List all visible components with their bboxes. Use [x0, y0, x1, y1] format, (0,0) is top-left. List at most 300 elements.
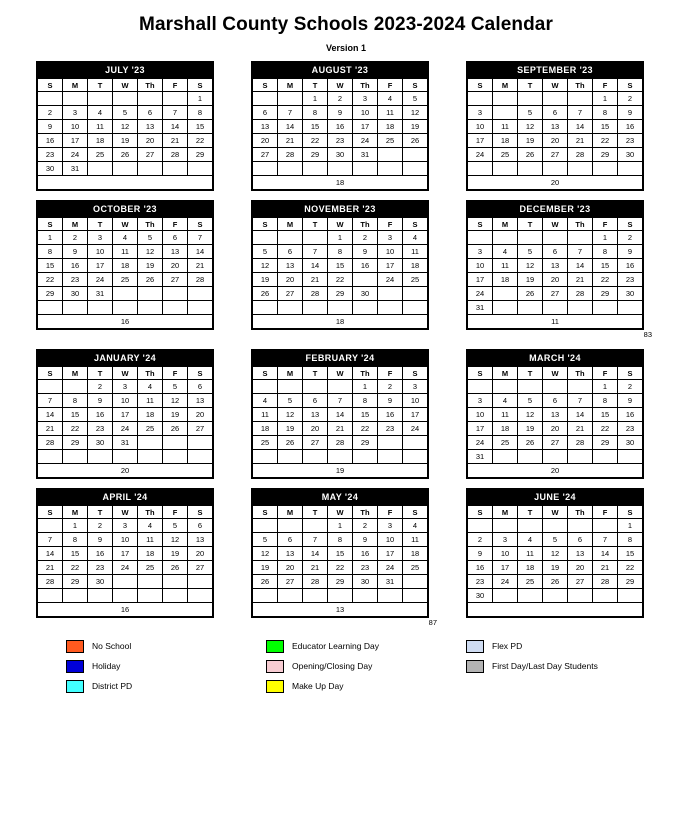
- week-row: [253, 380, 428, 394]
- day-cell: 24: [378, 561, 403, 575]
- day-cell: 23: [38, 148, 63, 162]
- month-cell: [251, 349, 441, 479]
- blank-cell: [163, 450, 188, 464]
- day-cell: 30: [618, 436, 643, 450]
- blank-cell: [63, 450, 88, 464]
- day-cell: 31: [63, 162, 88, 176]
- weekday-th-4: Th: [353, 218, 378, 231]
- day-cell: 11: [493, 259, 518, 273]
- day-cell: 22: [63, 561, 88, 575]
- month-table: [37, 78, 213, 190]
- day-cell: 30: [88, 575, 113, 589]
- day-cell: 25: [378, 134, 403, 148]
- week-row: [253, 533, 428, 547]
- weekday-th-4: Th: [353, 79, 378, 92]
- weekday-t-2: T: [88, 79, 113, 92]
- day-cell: 30: [618, 148, 643, 162]
- day-cell: 15: [303, 120, 328, 134]
- weekday-s-6: S: [618, 506, 643, 519]
- weekday-w-3: W: [543, 506, 568, 519]
- empty-cell: [278, 231, 303, 245]
- day-cell: 11: [113, 245, 138, 259]
- weekday-s-6: S: [403, 218, 428, 231]
- week-row: [253, 408, 428, 422]
- month-header: OCTOBER '23: [37, 201, 213, 217]
- day-cell: 20: [188, 408, 213, 422]
- day-cell: 28: [188, 273, 213, 287]
- day-cell: 25: [113, 273, 138, 287]
- weekday-s-0: S: [38, 218, 63, 231]
- day-cell: 6: [278, 533, 303, 547]
- day-cell: 4: [493, 394, 518, 408]
- legend-label: Holiday: [92, 661, 121, 671]
- day-cell: 22: [38, 273, 63, 287]
- day-cell: 1: [188, 92, 213, 106]
- day-cell: 21: [303, 561, 328, 575]
- day-cell: 8: [38, 245, 63, 259]
- empty-cell: [593, 450, 618, 464]
- day-cell: 22: [593, 422, 618, 436]
- day-cell: 21: [303, 273, 328, 287]
- empty-cell: [253, 92, 278, 106]
- week-row: [38, 519, 213, 533]
- blank-cell: [38, 450, 63, 464]
- empty-cell: [543, 301, 568, 315]
- day-cell: 1: [63, 519, 88, 533]
- day-cell: 11: [493, 120, 518, 134]
- blank-cell: [113, 589, 138, 603]
- day-cell: 13: [253, 120, 278, 134]
- day-cell: 21: [188, 259, 213, 273]
- month-day-total: 20: [38, 464, 213, 478]
- day-cell: 22: [618, 561, 643, 575]
- empty-cell: [188, 436, 213, 450]
- day-cell: 26: [518, 287, 543, 301]
- month-header: MAY '24: [252, 489, 428, 505]
- weekday-f-5: F: [378, 79, 403, 92]
- weekday-th-4: Th: [138, 79, 163, 92]
- week-row: [253, 259, 428, 273]
- month-october-23: [36, 200, 214, 330]
- month-december-23: [466, 200, 644, 330]
- day-cell: 2: [353, 519, 378, 533]
- day-cell: 29: [353, 436, 378, 450]
- empty-cell: [113, 162, 138, 176]
- empty-cell: [593, 301, 618, 315]
- month-cell: [466, 200, 656, 340]
- empty-cell: [403, 287, 428, 301]
- week-row: [38, 245, 213, 259]
- week-row: [253, 273, 428, 287]
- blank-cell: [188, 589, 213, 603]
- day-cell: 18: [493, 273, 518, 287]
- day-cell: 1: [618, 519, 643, 533]
- weekday-f-5: F: [378, 218, 403, 231]
- blank-cell: [88, 450, 113, 464]
- day-cell: 20: [303, 422, 328, 436]
- legend-label: Opening/Closing Day: [292, 661, 373, 671]
- day-cell: 12: [163, 394, 188, 408]
- weekday-t-2: T: [88, 218, 113, 231]
- weekday-w-3: W: [543, 79, 568, 92]
- weekday-header-row: [253, 367, 428, 380]
- day-cell: 30: [88, 436, 113, 450]
- weekday-m-1: M: [493, 506, 518, 519]
- weekday-s-0: S: [253, 506, 278, 519]
- weekday-th-4: Th: [568, 367, 593, 380]
- day-cell: 25: [138, 422, 163, 436]
- legend-item-educator-learning-day: [266, 640, 466, 653]
- legend-swatch-icon: [66, 660, 84, 673]
- day-cell: 27: [278, 287, 303, 301]
- month-august-23: [251, 61, 429, 191]
- empty-cell: [113, 92, 138, 106]
- day-cell: 24: [468, 436, 493, 450]
- weekday-th-4: Th: [353, 367, 378, 380]
- day-cell: 31: [88, 287, 113, 301]
- month-march-24: [466, 349, 644, 479]
- day-cell: 4: [403, 519, 428, 533]
- day-cell: 21: [163, 134, 188, 148]
- day-cell: 17: [493, 561, 518, 575]
- day-cell: 3: [468, 394, 493, 408]
- day-cell: 8: [63, 394, 88, 408]
- legend-item-district-pd: [66, 680, 266, 693]
- day-cell: 15: [328, 547, 353, 561]
- day-cell: 30: [353, 287, 378, 301]
- week-row: [468, 519, 643, 533]
- month-header: JANUARY '24: [37, 350, 213, 366]
- day-cell: 28: [568, 148, 593, 162]
- day-cell: 18: [138, 547, 163, 561]
- empty-cell: [138, 436, 163, 450]
- day-cell: 24: [468, 287, 493, 301]
- day-cell: 28: [303, 287, 328, 301]
- day-cell: 8: [593, 106, 618, 120]
- empty-cell: [403, 148, 428, 162]
- empty-cell: [618, 450, 643, 464]
- blank-cell: [63, 589, 88, 603]
- day-cell: 24: [403, 422, 428, 436]
- month-january-24: [36, 349, 214, 479]
- month-cell: [251, 488, 441, 628]
- weekday-th-4: Th: [138, 218, 163, 231]
- month-cell: [36, 488, 226, 628]
- weekday-t-2: T: [518, 506, 543, 519]
- month-table: [252, 217, 428, 329]
- week-row: [468, 120, 643, 134]
- day-cell: 10: [353, 106, 378, 120]
- day-cell: 2: [88, 519, 113, 533]
- month-table: [252, 366, 428, 478]
- day-cell: 2: [618, 380, 643, 394]
- day-cell: 7: [163, 106, 188, 120]
- day-cell: 11: [253, 408, 278, 422]
- empty-cell: [468, 380, 493, 394]
- weekday-m-1: M: [493, 218, 518, 231]
- day-cell: 19: [138, 259, 163, 273]
- day-cell: 22: [328, 273, 353, 287]
- day-cell: 19: [518, 273, 543, 287]
- day-cell: 30: [618, 287, 643, 301]
- day-cell: 3: [63, 106, 88, 120]
- day-cell: 31: [113, 436, 138, 450]
- weekday-s-6: S: [403, 506, 428, 519]
- day-cell: 17: [468, 134, 493, 148]
- day-cell: 20: [543, 273, 568, 287]
- day-cell: 23: [88, 422, 113, 436]
- day-cell: 28: [163, 148, 188, 162]
- day-cell: 1: [328, 519, 353, 533]
- blank-cell: [493, 162, 518, 176]
- day-cell: 18: [88, 134, 113, 148]
- day-cell: 20: [188, 547, 213, 561]
- day-cell: 14: [163, 120, 188, 134]
- weekday-f-5: F: [163, 218, 188, 231]
- day-cell: 26: [253, 287, 278, 301]
- day-cell: 23: [63, 273, 88, 287]
- blank-cell: [278, 301, 303, 315]
- week-row: [468, 273, 643, 287]
- day-cell: 23: [618, 134, 643, 148]
- day-cell: 17: [63, 134, 88, 148]
- day-cell: 24: [378, 273, 403, 287]
- total-row: [468, 315, 643, 329]
- month-header: JUNE '24: [467, 489, 643, 505]
- day-cell: 25: [493, 287, 518, 301]
- blank-cell: [378, 301, 403, 315]
- day-cell: 18: [493, 134, 518, 148]
- day-cell: 21: [278, 134, 303, 148]
- day-cell: 11: [378, 106, 403, 120]
- day-cell: 20: [543, 134, 568, 148]
- day-cell: 1: [303, 92, 328, 106]
- month-table: [467, 217, 643, 329]
- month-table: [37, 505, 213, 617]
- day-cell: 13: [188, 533, 213, 547]
- day-cell: 6: [543, 394, 568, 408]
- weekday-s-0: S: [253, 218, 278, 231]
- week-row: [468, 436, 643, 450]
- week-row: [38, 422, 213, 436]
- empty-cell: [253, 519, 278, 533]
- day-cell: 12: [163, 533, 188, 547]
- day-cell: 22: [63, 422, 88, 436]
- blank-cell: [378, 589, 403, 603]
- total-row: [253, 603, 428, 617]
- day-cell: 24: [63, 148, 88, 162]
- weekday-header-row: [468, 367, 643, 380]
- day-cell: 1: [63, 380, 88, 394]
- day-cell: 20: [138, 134, 163, 148]
- empty-cell: [493, 231, 518, 245]
- blank-cell: [253, 162, 278, 176]
- month-day-total: 20: [468, 464, 643, 478]
- month-february-24: [251, 349, 429, 479]
- day-cell: 5: [253, 533, 278, 547]
- weekday-w-3: W: [113, 367, 138, 380]
- day-cell: 31: [468, 450, 493, 464]
- day-cell: 28: [328, 436, 353, 450]
- weekday-header-row: [468, 218, 643, 231]
- blank-cell: [543, 162, 568, 176]
- month-cell: [36, 349, 226, 479]
- week-row: [468, 533, 643, 547]
- day-cell: 9: [38, 120, 63, 134]
- day-cell: 16: [618, 259, 643, 273]
- month-day-total: 18: [253, 176, 428, 190]
- blank-cell: [378, 162, 403, 176]
- cumulative-total-june: 87: [428, 618, 437, 627]
- day-cell: 21: [568, 273, 593, 287]
- week-row: [38, 561, 213, 575]
- empty-cell: [568, 231, 593, 245]
- week-row: [468, 245, 643, 259]
- week-row: [38, 162, 213, 176]
- legend-label: Educator Learning Day: [292, 641, 379, 651]
- day-cell: 3: [468, 106, 493, 120]
- weekday-m-1: M: [63, 79, 88, 92]
- day-cell: 11: [138, 533, 163, 547]
- day-cell: 14: [278, 120, 303, 134]
- day-cell: 31: [468, 301, 493, 315]
- weekday-t-2: T: [303, 506, 328, 519]
- day-cell: 23: [328, 134, 353, 148]
- day-cell: 17: [88, 259, 113, 273]
- week-row: [38, 287, 213, 301]
- version-label: Version 1: [325, 43, 367, 53]
- day-cell: 13: [303, 408, 328, 422]
- day-cell: 15: [63, 408, 88, 422]
- day-cell: 9: [618, 394, 643, 408]
- empty-cell: [378, 148, 403, 162]
- empty-cell: [303, 519, 328, 533]
- day-cell: 30: [38, 162, 63, 176]
- month-day-total: 20: [468, 176, 643, 190]
- day-cell: 12: [253, 259, 278, 273]
- empty-cell: [163, 287, 188, 301]
- month-table: [252, 78, 428, 190]
- month-header: AUGUST '23: [252, 62, 428, 78]
- blank-cell: [403, 162, 428, 176]
- week-row: [468, 575, 643, 589]
- day-cell: 17: [378, 259, 403, 273]
- day-cell: 15: [353, 408, 378, 422]
- empty-cell: [378, 287, 403, 301]
- day-cell: 15: [38, 259, 63, 273]
- weekday-header-row: [253, 506, 428, 519]
- empty-cell: [328, 380, 353, 394]
- month-day-total: 13: [253, 603, 428, 617]
- day-cell: 27: [543, 287, 568, 301]
- day-cell: 18: [403, 259, 428, 273]
- day-cell: 23: [618, 422, 643, 436]
- day-cell: 18: [518, 561, 543, 575]
- day-cell: 12: [113, 120, 138, 134]
- day-cell: 22: [188, 134, 213, 148]
- day-cell: 10: [468, 120, 493, 134]
- day-cell: 4: [113, 231, 138, 245]
- blank-cell: [278, 450, 303, 464]
- empty-cell: [403, 436, 428, 450]
- day-cell: 2: [63, 231, 88, 245]
- day-cell: 15: [188, 120, 213, 134]
- weekday-s-0: S: [468, 367, 493, 380]
- legend-item-first-day-last-day-students: [466, 660, 666, 673]
- day-cell: 12: [253, 547, 278, 561]
- weekday-f-5: F: [593, 218, 618, 231]
- empty-cell: [493, 519, 518, 533]
- day-cell: 7: [303, 533, 328, 547]
- week-row: [253, 106, 428, 120]
- week-row: [38, 120, 213, 134]
- day-cell: 29: [38, 287, 63, 301]
- day-cell: 14: [328, 408, 353, 422]
- day-cell: 10: [468, 408, 493, 422]
- day-cell: 21: [38, 561, 63, 575]
- day-cell: 27: [543, 148, 568, 162]
- day-cell: 15: [618, 547, 643, 561]
- day-cell: 3: [113, 519, 138, 533]
- day-cell: 3: [468, 245, 493, 259]
- week-row: [253, 422, 428, 436]
- day-cell: 27: [253, 148, 278, 162]
- day-cell: 17: [403, 408, 428, 422]
- weekday-f-5: F: [163, 79, 188, 92]
- day-cell: 24: [113, 561, 138, 575]
- empty-cell: [568, 589, 593, 603]
- day-cell: 20: [568, 561, 593, 575]
- day-cell: 29: [618, 575, 643, 589]
- week-row: [38, 231, 213, 245]
- blank-cell: [188, 450, 213, 464]
- blank-cell: [278, 162, 303, 176]
- day-cell: 5: [253, 245, 278, 259]
- week-row: [38, 92, 213, 106]
- day-cell: 24: [493, 575, 518, 589]
- month-table: [467, 78, 643, 190]
- page-title: Marshall County Schools 2023-2024 Calendar: [139, 14, 553, 35]
- day-cell: 21: [38, 422, 63, 436]
- day-cell: 31: [378, 575, 403, 589]
- day-cell: 16: [353, 259, 378, 273]
- empty-cell: [163, 162, 188, 176]
- weekday-f-5: F: [378, 367, 403, 380]
- empty-cell: [63, 92, 88, 106]
- weekday-t-2: T: [303, 79, 328, 92]
- day-cell: 29: [328, 575, 353, 589]
- day-cell: 18: [493, 422, 518, 436]
- day-cell: 4: [493, 106, 518, 120]
- empty-cell: [543, 450, 568, 464]
- day-cell: 25: [138, 561, 163, 575]
- weekday-s-6: S: [188, 79, 213, 92]
- weekday-header-row: [38, 506, 213, 519]
- day-cell: 1: [593, 231, 618, 245]
- day-cell: 11: [493, 408, 518, 422]
- day-cell: 8: [618, 533, 643, 547]
- empty-cell: [618, 589, 643, 603]
- legend-swatch-icon: [266, 680, 284, 693]
- weekday-s-0: S: [38, 506, 63, 519]
- day-cell: 7: [568, 394, 593, 408]
- empty-cell: [543, 380, 568, 394]
- day-cell: 27: [163, 273, 188, 287]
- empty-cell: [303, 231, 328, 245]
- day-cell: 7: [303, 245, 328, 259]
- weekday-header-row: [38, 218, 213, 231]
- weekday-s-6: S: [188, 218, 213, 231]
